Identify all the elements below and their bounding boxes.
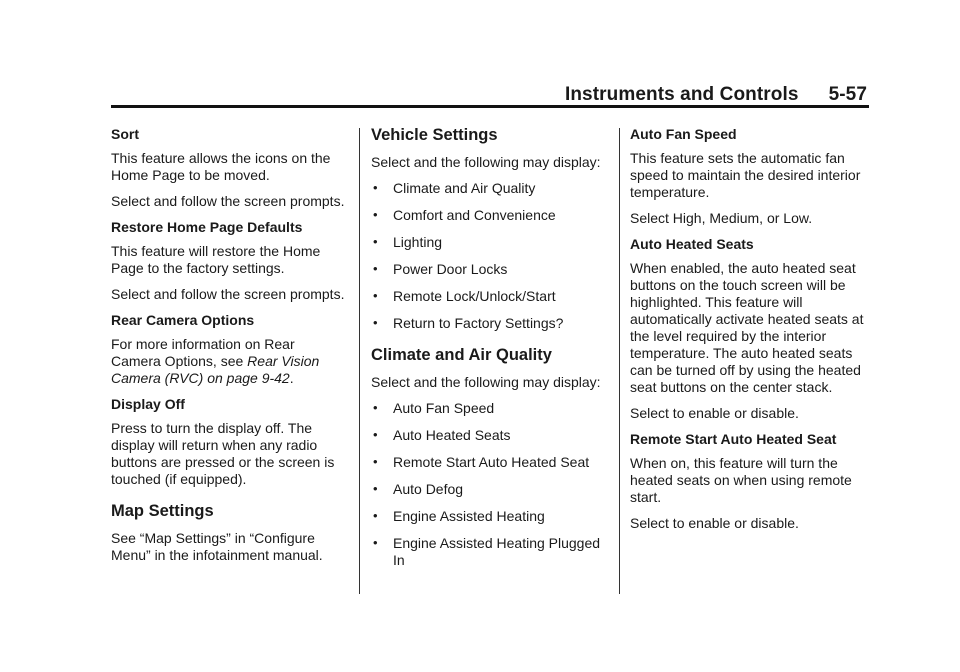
list-item: • Auto Fan Speed [371, 400, 606, 417]
camera-heading: Rear Camera Options [111, 312, 255, 328]
column-divider-1 [359, 128, 360, 594]
restore-heading: Restore Home Page Defaults [111, 219, 303, 235]
camera-description-text: For more information on Rear Camera Options, see [111, 336, 295, 369]
list-item: • Power Door Locks [371, 261, 606, 278]
restore-description: This feature will restore the Home Page to the factory settings. [111, 243, 321, 276]
vehicle-settings-heading: Vehicle Settings [371, 126, 498, 144]
list-item: • Comfort and Convenience [371, 207, 606, 224]
camera-description [111, 336, 346, 387]
remote-heated-seat-heading: Remote Start Auto Heated Seat [630, 431, 837, 447]
climate-intro: Select and the following may display: [371, 374, 601, 390]
list-item: • Engine Assisted Heating Plugged In [371, 535, 606, 569]
heated-seats-heading: Auto Heated Seats [630, 236, 754, 252]
map-settings-heading: Map Settings [111, 502, 214, 520]
list-item: • Lighting [371, 234, 606, 251]
camera-description-end: . [289, 370, 294, 386]
sort-instruction: Select and follow the screen prompts. [111, 193, 345, 209]
page-header [111, 84, 867, 106]
sort-description: This feature allows the icons on the Home Page to be moved. [111, 150, 331, 183]
remote-heated-seat-instruction: Select to enable or disable. [630, 515, 799, 531]
display-off-description: Press to turn the display off. The display will return when any radio buttons are pressed or the screen is touched (if equipped). [111, 420, 335, 487]
column-left [111, 126, 346, 573]
list-item: • Climate and Air Quality [371, 180, 606, 197]
vehicle-settings-list [371, 180, 606, 332]
list-item: • Return to Factory Settings? [371, 315, 606, 332]
list-item: • Engine Assisted Heating [371, 508, 606, 525]
heated-seats-description: When enabled, the auto heated seat buttons on the touch screen will be highlighted. This feature will automatically activate heated seats at the level required by the interior temperature. The auto heated seats can be turned off by using the heated seat buttons on the center stack. [630, 260, 864, 395]
section-title: Instruments and Controls [564, 84, 799, 105]
heated-seats-instruction: Select to enable or disable. [630, 405, 799, 421]
climate-heading: Climate and Air Quality [371, 346, 552, 364]
restore-instruction: Select and follow the screen prompts. [111, 286, 345, 302]
vehicle-settings-intro: Select and the following may display: [371, 154, 601, 170]
fan-speed-description: This feature sets the automatic fan speed to maintain the desired interior temperature. [630, 150, 861, 200]
list-item: • Remote Start Auto Heated Seat [371, 454, 606, 471]
map-settings-description: See “Map Settings” in “Configure Menu” in the infotainment manual. [111, 530, 323, 563]
page-number: 5-57 [828, 84, 867, 105]
remote-heated-seat-description: When on, this feature will turn the heated seats on when using remote start. [630, 455, 852, 505]
list-item: • Remote Lock/Unlock/Start [371, 288, 606, 305]
list-item: • Auto Heated Seats [371, 427, 606, 444]
sort-heading: Sort [111, 126, 139, 142]
list-item: • Auto Defog [371, 481, 606, 498]
display-off-heading: Display Off [111, 396, 185, 412]
fan-speed-instruction: Select High, Medium, or Low. [630, 210, 813, 226]
column-middle [371, 126, 606, 579]
column-right [630, 126, 865, 541]
fan-speed-heading: Auto Fan Speed [630, 126, 737, 142]
column-divider-2 [619, 128, 620, 594]
climate-list [371, 400, 606, 569]
header-rule [111, 105, 869, 108]
camera-reference-link[interactable]: Rear Vision Camera (RVC) on page 9-42 [111, 353, 320, 386]
